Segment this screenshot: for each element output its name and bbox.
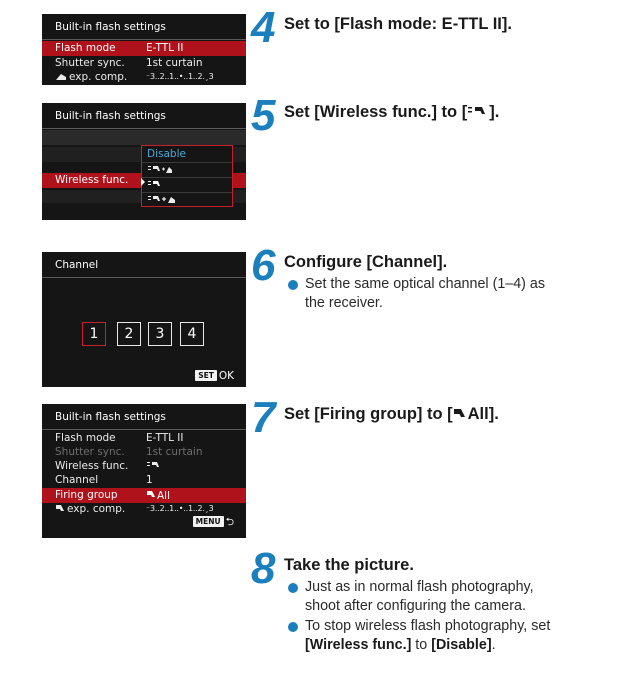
menu-row-shutter-sync [42, 445, 246, 460]
row-label-wrap [55, 71, 127, 83]
step-number: 5 [251, 91, 274, 140]
bullet-text [305, 275, 545, 313]
title-part: Set to [ [284, 15, 340, 33]
line: the receiver. [305, 295, 383, 311]
menu-row-wireless-func[interactable] [42, 459, 246, 474]
channel-3-button[interactable]: 3 [148, 322, 172, 346]
divider [42, 128, 246, 129]
row-label: exp. comp. [67, 503, 126, 515]
line: To stop wireless flash photography, set [305, 618, 551, 634]
step-number: 7 [251, 393, 274, 442]
row-value: All [157, 490, 171, 502]
screen-title: Built-in flash settings [55, 21, 166, 33]
channel-2-button[interactable]: 2 [117, 322, 141, 346]
screen-title: Built-in flash settings [55, 411, 166, 423]
set-button-tag: SET [195, 370, 217, 381]
menu-row-placeholder [42, 130, 246, 145]
row-value: E-TTL II [146, 42, 184, 54]
row-value: 1st curtain [146, 446, 203, 458]
bullet-dot [288, 622, 298, 632]
divider [42, 39, 246, 40]
step-title [284, 103, 499, 122]
inline-bold: [Disable] [431, 637, 492, 653]
selection-caret [141, 178, 145, 186]
lcd-screen-channel [42, 252, 246, 387]
title-part: All [467, 405, 489, 423]
master-flash-icon [147, 194, 177, 204]
menu-row-channel[interactable] [42, 473, 246, 488]
option-label: Disable [147, 148, 186, 160]
line: shoot after configuring the camera. [305, 598, 526, 614]
row-label: Flash mode [55, 42, 116, 54]
flash-head-icon [55, 73, 67, 81]
master-flash-icon [453, 406, 468, 420]
row-label: Shutter sync. [55, 446, 125, 458]
option-optical-plus-builtin[interactable] [147, 164, 173, 177]
wireless-flash-icon [146, 460, 162, 470]
menu-row-firing-group[interactable] [42, 488, 246, 503]
line: Set the same optical channel (1–4) as [305, 276, 546, 292]
bullet-text [305, 617, 550, 655]
row-label: Wireless func. [55, 460, 129, 472]
row-label: Wireless func. [55, 174, 129, 186]
option-divider [142, 192, 232, 193]
step-title: Configure [Channel]. [284, 253, 448, 271]
screen-title: Channel [55, 259, 99, 271]
option-divider [142, 162, 232, 163]
screen-title: Built-in flash settings [55, 110, 166, 122]
bullet-dot [288, 280, 298, 290]
row-label: Flash mode [55, 432, 116, 444]
title-part: Set [Firing group] to [ [284, 405, 453, 423]
menu-row-shutter-sync[interactable] [42, 56, 246, 71]
menu-row-flash-mode[interactable] [42, 41, 246, 56]
menu-row-flash-mode[interactable] [42, 431, 246, 446]
row-label: Firing group [55, 489, 118, 501]
divider [42, 429, 246, 430]
step-number: 6 [251, 241, 274, 290]
wireless-func-dropdown[interactable] [141, 145, 233, 207]
row-value: E-TTL II [146, 432, 184, 444]
title-part: ]. [488, 405, 499, 423]
inline-text: . [491, 637, 496, 653]
menu-button-tag: MENU [193, 516, 224, 527]
bullet-dot [288, 583, 298, 593]
row-label-wrap [55, 503, 125, 515]
menu-back-hint[interactable] [193, 514, 234, 532]
wireless-flash-icon [147, 164, 173, 174]
divider [42, 277, 246, 278]
lcd-screen-flash-mode [42, 14, 246, 85]
step-title [284, 405, 499, 424]
channel-4-button[interactable]: 4 [180, 322, 204, 346]
exp-comp-scale: ⁻3..2..1..•..1..2.¸3 [146, 504, 214, 513]
title-part: ]. [489, 103, 500, 121]
step-title: Take the picture. [284, 556, 414, 574]
step-title [284, 15, 512, 34]
option-optical-plus-master[interactable] [147, 194, 177, 207]
master-flash-icon [55, 504, 65, 513]
row-value: 1 [146, 474, 153, 486]
master-flash-icon [146, 489, 157, 499]
row-label: Shutter sync. [55, 57, 125, 69]
row-value-wrap [146, 489, 170, 502]
row-value: 1st curtain [146, 57, 203, 69]
row-label: Channel [55, 474, 99, 486]
lcd-screen-wireless-func [42, 103, 246, 220]
title-part: Flash mode: E-TTL II [339, 15, 502, 33]
return-arrow-icon: ⮌ [225, 516, 234, 528]
exp-comp-scale: ⁻3..2..1..•..1..2.¸3 [146, 72, 214, 81]
menu-row-exp-comp[interactable] [42, 70, 246, 85]
row-value-wrap [146, 460, 162, 473]
option-optical[interactable] [147, 179, 163, 192]
inline-text: to [411, 637, 432, 653]
step-number: 8 [251, 544, 274, 593]
line: Just as in normal flash photography, [305, 579, 534, 595]
option-divider [142, 177, 232, 178]
wireless-flash-icon [147, 179, 163, 189]
set-ok-hint[interactable] [195, 370, 234, 382]
lcd-screen-firing-group [42, 404, 246, 538]
wireless-flash-icon [467, 104, 489, 118]
ok-label: OK [218, 370, 234, 382]
step-number: 4 [251, 3, 274, 52]
channel-1-button[interactable]: 1 [82, 322, 106, 346]
title-part: ]. [501, 15, 512, 33]
row-label: exp. comp. [69, 71, 128, 83]
title-part: Set [Wireless func.] to [ [284, 103, 468, 121]
bullet-text [305, 578, 534, 616]
inline-bold: [Wireless func.] [305, 637, 412, 653]
option-disable[interactable] [147, 148, 186, 160]
